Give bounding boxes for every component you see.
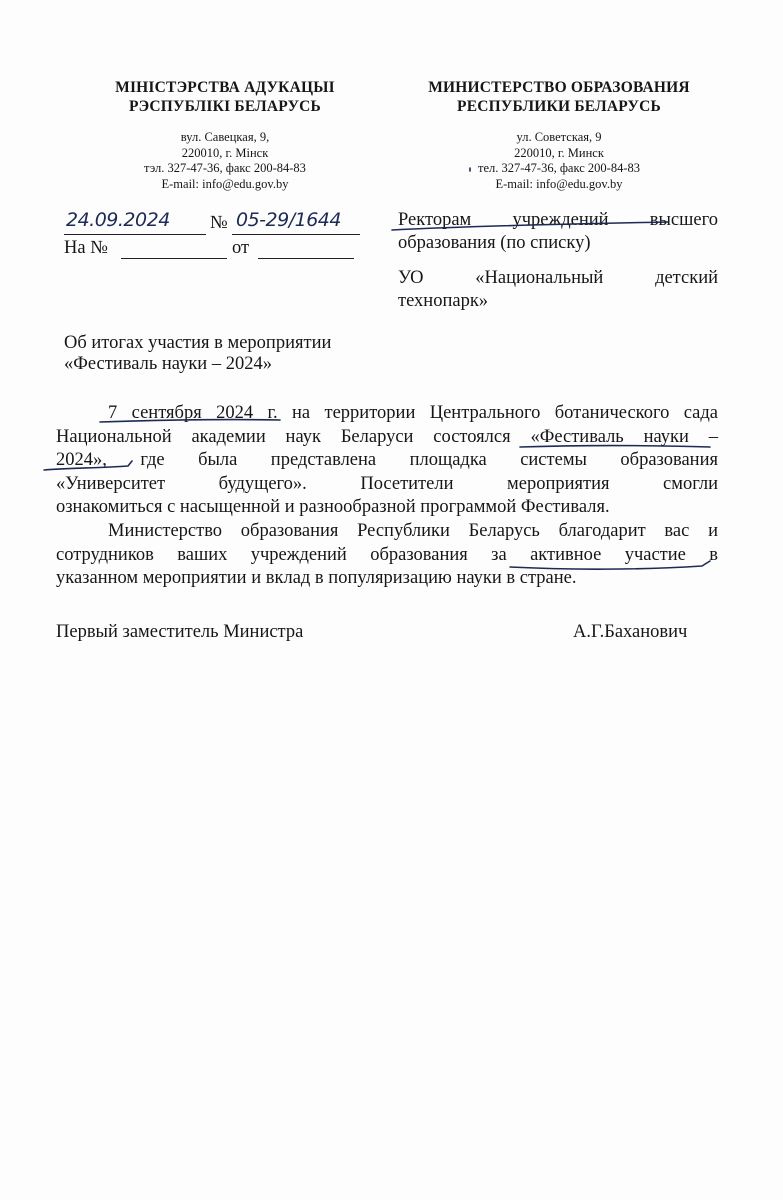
- signatory-position: Первый заместитель Министра: [56, 622, 304, 642]
- body-line: Национальной академии наук Беларуси состоялся «Фестиваль науки –: [56, 426, 718, 447]
- addressee-rectors: [398, 209, 718, 254]
- address-by-email: E-mail: info@edu.gov.by: [161, 176, 289, 191]
- addressee-word: учреждений: [512, 210, 609, 230]
- body-line: Министерство образования Республики Беларусь благодарит вас и: [108, 521, 718, 541]
- addressee-technopark: [398, 267, 718, 312]
- body-paragraph-2: [56, 520, 718, 591]
- ministry-title-by-line1: МІНІСТЭРСТВА АДУКАЦЫІ: [115, 79, 335, 96]
- reply-date-line: [258, 238, 354, 259]
- reply-number-line: [121, 238, 227, 259]
- addressee-word: УО: [398, 268, 424, 288]
- body-line: указанном мероприятии и вклад в популяризацию науки в стране.: [56, 568, 577, 588]
- signatory-name: А.Г.Баханович: [573, 622, 688, 642]
- ministry-title-ru: [400, 78, 718, 116]
- address-ru-phone: тел. 327-47-36, факс 200-84-83: [478, 161, 640, 175]
- address-ru-city: 220010, г. Минск: [514, 145, 604, 160]
- reply-date-label: от: [232, 238, 250, 258]
- addressee-technopark-line1: [398, 267, 718, 290]
- address-by-phone: тэл. 327-47-36, факс 200-84-83: [144, 161, 306, 175]
- letter-subject-line2: «Фестиваль науки – 2024»: [64, 354, 272, 374]
- outgoing-number-sign: №: [210, 213, 228, 233]
- body-line: 7 сентября 2024 г. на территории Центрального ботанического сада: [108, 403, 718, 423]
- addressee-word: «Национальный: [475, 268, 604, 288]
- addressee-word: детский: [655, 268, 718, 288]
- ministry-title-by-line2: РЭСПУБЛІКІ БЕЛАРУСЬ: [128, 98, 322, 115]
- addressee-word: Ректорам: [398, 210, 472, 230]
- addressee-technopark-line2: технопарк»: [398, 290, 489, 311]
- ministry-title-ru-line1: МИНИСТЕРСТВО ОБРАЗОВАНИЯ: [428, 79, 690, 96]
- outgoing-number: 05-29/1644: [236, 209, 341, 231]
- address-by-street: вул. Савецкая, 9,: [180, 130, 270, 144]
- body-line: ознакомиться с насыщенной и разнообразной программой Фестиваля.: [56, 497, 610, 517]
- addressee-rectors-line2: образования (по списку): [398, 232, 591, 253]
- ministry-address-ru: [400, 130, 718, 192]
- letter-subject: [64, 333, 394, 375]
- outgoing-date: 24.09.2024: [66, 209, 170, 231]
- address-ru-email: E-mail: info@edu.gov.by: [495, 176, 623, 191]
- outgoing-date-field: [64, 210, 206, 235]
- outgoing-number-field: [232, 210, 360, 235]
- reply-number-label: На №: [64, 238, 108, 258]
- body-line: сотрудников ваших учреждений образования за активное участие в: [56, 544, 718, 565]
- addressee-word: высшего: [649, 210, 718, 230]
- address-by-city: 220010, г. Мінск: [181, 145, 269, 160]
- letter-subject-line1: Об итогах участия в мероприятии: [64, 333, 332, 353]
- body-line: «Университет будущего». Посетители мероприятия смогли: [56, 473, 718, 494]
- addressee-rectors-line1: [398, 209, 718, 232]
- body-line: 2024», где была представлена площадка системы образования: [56, 450, 718, 470]
- body-paragraph-1: [56, 402, 718, 520]
- ministry-address-by: [70, 130, 380, 192]
- ministry-title-by: [70, 78, 380, 116]
- ministry-title-ru-line2: РЕСПУБЛИКИ БЕЛАРУСЬ: [457, 98, 661, 115]
- address-ru-street: ул. Советская, 9: [516, 130, 602, 144]
